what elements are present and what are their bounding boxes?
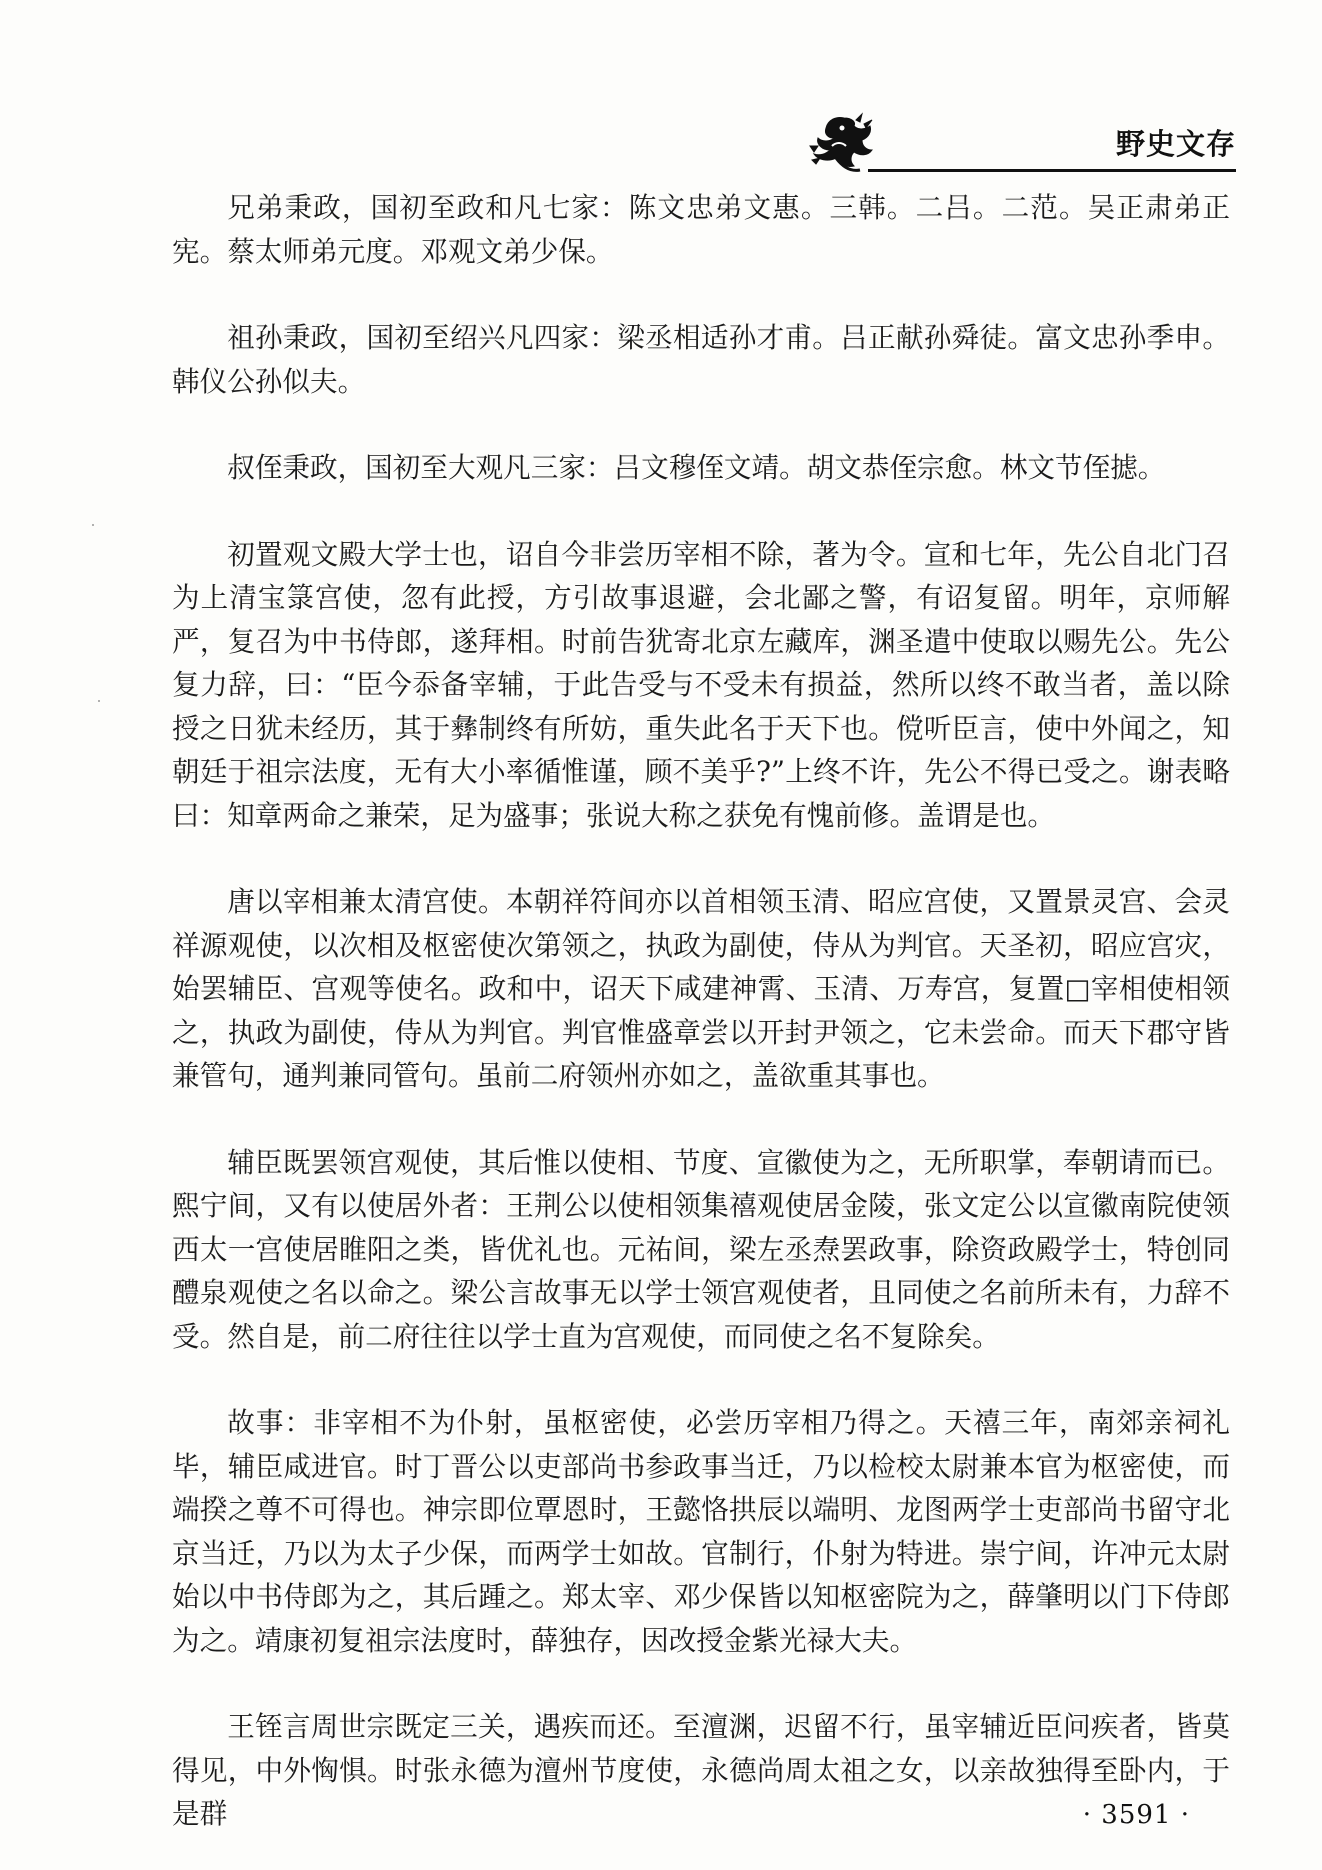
paragraph-vice-director-precedent: 故事：非宰相不为仆射，虽枢密使，必尝历宰相乃得之。天禧三年，南郊亲祠礼毕，辅臣咸进官。时丁晋公以吏部尚书参政事当迁，乃以检校太尉兼本官为枢密使，而端揆之尊不可得也。神宗即位覃恩时，王懿恪拱辰以端明、龙图两学士吏部尚书留守北京当迁，乃以为太子少保，而两学士如故。官制行，仆射为特进。崇宁间，许冲元太尉始以中书侍郎为之，其后踵之。郑太宰、邓少保皆以知枢密院为之，薛肇明以门下侍郎为之。靖康初复祖宗法度时，薛独存，因改授金紫光禄大夫。 [172, 1406, 1230, 1657]
series-title: 野史文存 [1115, 127, 1236, 161]
page-header [806, 112, 1236, 176]
dragon-emblem-icon [806, 112, 884, 174]
paragraph-brothers-in-power: 兄弟秉政，国初至政和凡七家：陈文忠弟文惠。三韩。二吕。二范。吴正肃弟正宪。蔡太师弟元度。邓观文弟少保。 [172, 191, 1230, 268]
paragraph-palace-temple-commissioner: 辅臣既罢领宫观使，其后惟以使相、节度、宣徽使为之，无所职掌，奉朝请而已。熙宁间，又有以使居外者：王荆公以使相领集禧观使居金陵，张文定公以宣徽南院使领西太一宫使居睢阳之类，皆优礼也。元祐间，梁左丞焘罢政事，除资政殿学士，特创同醴泉观使之名以命之。梁公言故事无以学士领宫观使者，且同使之名前所未有，力辞不受。然自是，前二府往往以学士直为宫观使，而同使之名不复除矣。 [172, 1145, 1230, 1353]
paragraph-guanwendian-scholar: 初置观文殿大学士也，诏自今非尝历宰相不除，著为令。宣和七年，先公自北门召为上清宝箓宫使，忽有此授，方引故事退避，会北鄙之警，有诏复留。明年，京师解严，复召为中书侍郎，遂拜相。时前告犹寄北京左藏库，渊圣遣中使取以赐先公。先公复力辞，曰：“臣今忝备宰辅，于此告受与不受未有损益，然所以终不敢当者，盖以除授之日犹未经历，其于彝制终有所妨，重失此名于天下也。傥听臣言，使中外闻之，知朝廷于祖宗法度，无有大小率循惟谨，顾不美乎?”上终不许，先公不得已受之。谢表略曰：知章两命之兼荣，足为盛事；张说大称之获免有愧前修。盖谓是也。 [172, 537, 1230, 832]
page-number: · 3591 · [1082, 1800, 1190, 1830]
paragraph-wang-zhi-account: 王铚言周世宗既定三关，遇疾而还。至澶渊，迟留不行，虽宰辅近臣问疾者，皆莫得见，中外恟惧。时张永德为澶州节度使，永德尚周太祖之女，以亲故独得至卧内，于是群 [172, 1710, 1230, 1830]
paragraph-taiqing-palace-commissioner: 唐以宰相兼太清宫使。本朝祥符间亦以首相领玉清、昭应宫使，又置景灵宫、会灵祥源观使，以次相及枢密使次第领之，执政为副使，侍从为判官。天圣初，昭应宫灾，始罢辅臣、宫观等使名。政和中，诏天下咸建神霄、玉清、万寿宫，复置□宰相使相领之，执政为副使，侍从为判官。判官惟盛章尝以开封尹领之，它未尝命。而天下郡守皆兼管句，通判兼同管句。虽前二府领州亦如之，盖欲重其事也。 [172, 885, 1230, 1092]
header-rule [868, 169, 1236, 172]
paragraph-grandfather-grandson-in-power: 祖孙秉政，国初至绍兴凡四家：梁丞相适孙才甫。吕正献孙舜徒。富文忠孙季申。韩仪公孙似夫。 [172, 321, 1230, 398]
scan-speck [98, 700, 100, 702]
scan-speck [92, 524, 94, 526]
body-text [172, 186, 1230, 1836]
paragraph-uncle-nephew-in-power: 叔侄秉政，国初至大观凡三家：吕文穆侄文靖。胡文恭侄宗愈。林文节侄摅。 [227, 451, 1166, 484]
